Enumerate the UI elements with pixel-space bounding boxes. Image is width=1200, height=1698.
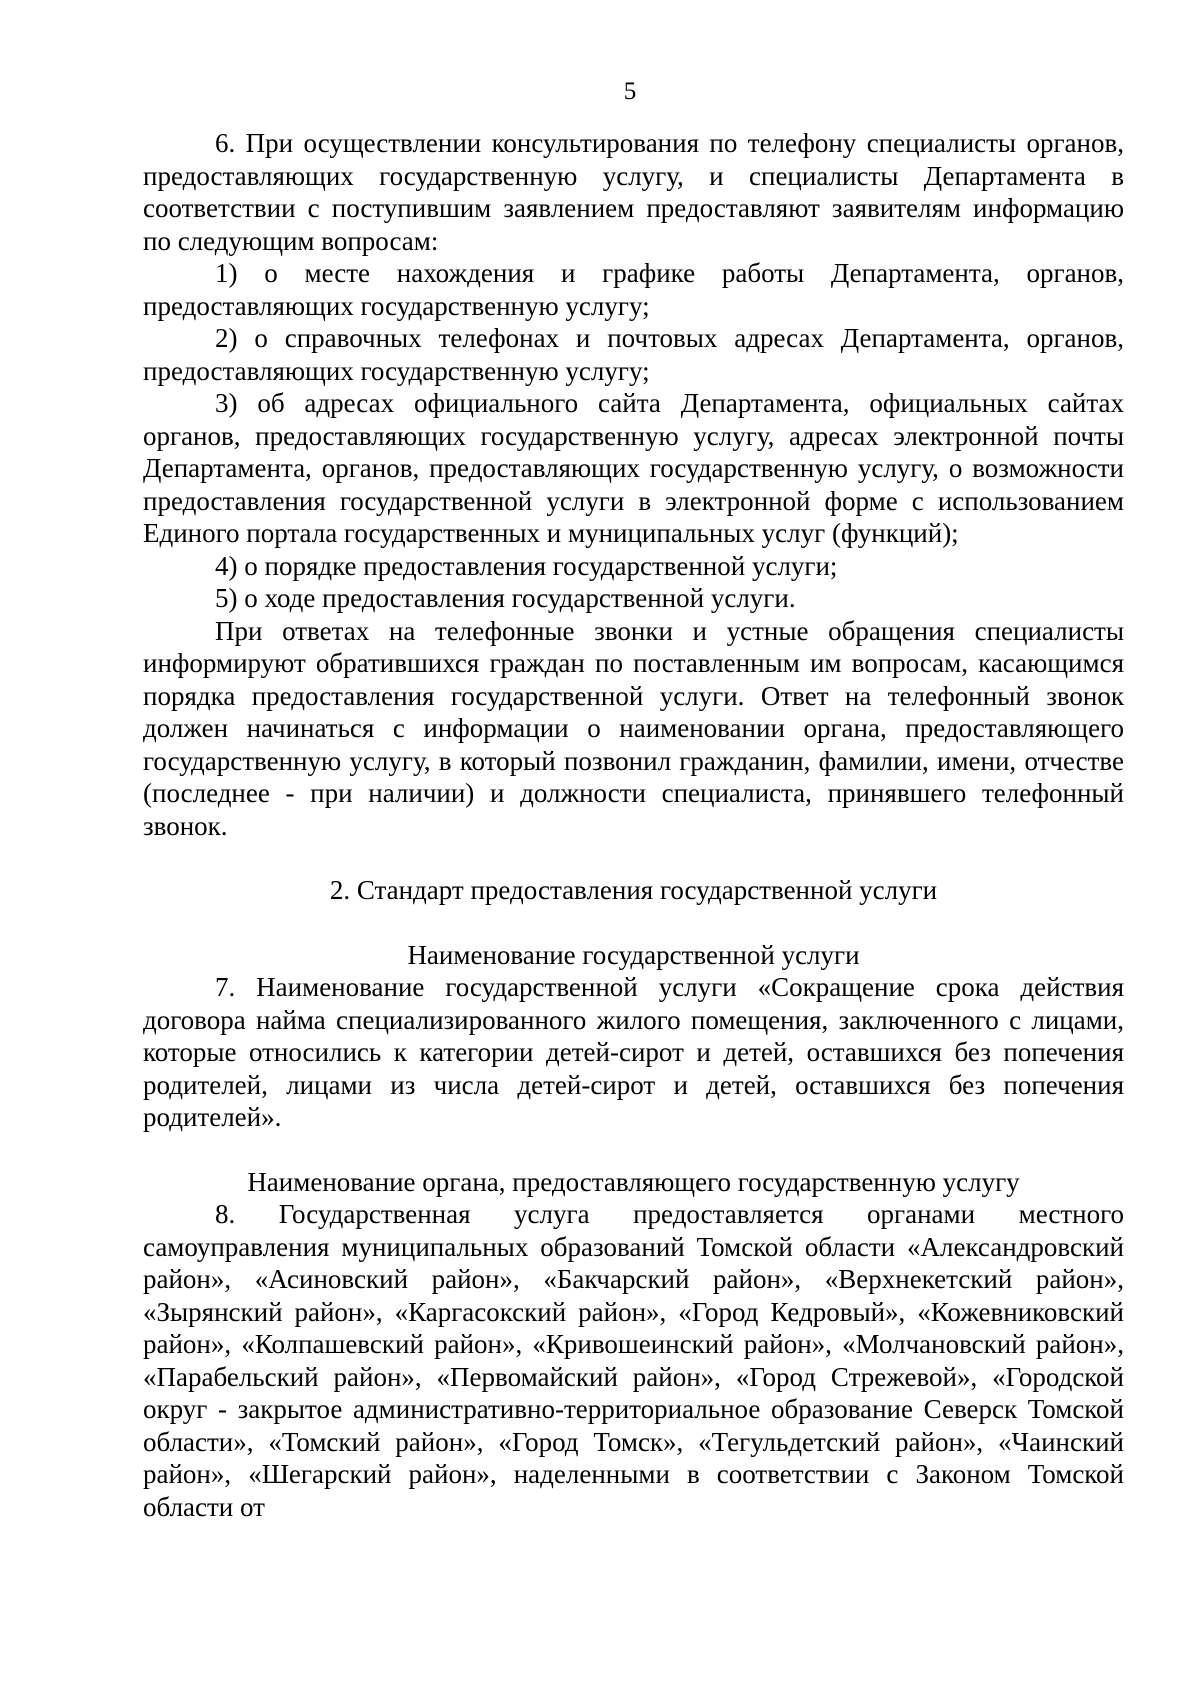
clause-8-paragraph: 8. Государственная услуга предоставляется органами местного самоуправления муниципальных образований Томской области «Александровский район», «Асиновский район», «Бакчарский район», «Верхнекетский район», «Зырянский район», «Каргасокский район», «Город Кедровый», «Кожевниковский район», «Колпашевский район», «Кривошеинский район», «Молчановский район», «Парабельский район», «Первомайский район», «Город Стрежевой», «Городской округ - закрытое административно-территориальное образование Северск Томской области», «Томский район», «Город Томск», «Тегульдетский район», «Чаинский район», «Шегарский район», наделенными в соответствии с Законом Томской области от <box>143 1199 1124 1522</box>
clause-6-item-3: 3) об адресах официального сайта Департамента, официальных сайтах органов, предоставляющих государственную услугу, адресах электронной почты Департамента, органов, предоставляющих государственную услугу, о возможности предоставления государственной услуги в электронной форме с использованием Единого портала государственных и муниципальных услуг (функций); <box>143 388 1124 548</box>
clause-6-item-2: 2) о справочных телефонах и почтовых адресах Департамента, органов, предоставляющих государственную услугу; <box>143 323 1124 386</box>
authority-heading: Наименование органа, предоставляющего государственную услугу <box>247 1166 1020 1197</box>
clause-6-item-5: 5) о ходе предоставления государственной услуги. <box>215 583 796 613</box>
clause-7-paragraph: 7. Наименование государственной услуги «Сокращение срока действия договора найма специализированного жилого помещения, заключенного с лицами, которые относились к категории детей-сирот и детей, оставшихся без попечения родителей, лицами из числа детей-сирот и детей, оставшихся без попечения родителей». <box>143 972 1124 1132</box>
page-number: 5 <box>623 78 637 105</box>
section-2-title: 2. Стандарт предоставления государственной услуги <box>329 875 938 905</box>
clause-6-answers-paragraph: При ответах на телефонные звонки и устные обращения специалисты информируют обратившихся граждан по поставленным им вопросам, касающимся порядка предоставления государственной услуги. Ответ на телефонный звонок должен начинаться с информации о наименовании органа, предоставляющего государственную услугу, в который позвонил гражданин, фамилии, имени, отчестве (последнее - при наличии) и должности специалиста, принявшего телефонный звонок. <box>143 615 1124 841</box>
clause-6-item-4: 4) о порядке предоставления государственной услуги; <box>215 550 838 581</box>
clause-6-intro: 6. При осуществлении консультирования по телефону специалисты органов, предоставляющих государственную услугу, и специалисты Департамента в соответствии с поступившим заявлением предоставляют заявителям информацию по следующим вопросам: <box>143 128 1124 256</box>
service-name-heading: Наименование государственной услуги <box>407 939 860 970</box>
clause-6-item-1: 1) о месте нахождения и графике работы Департамента, органов, предоставляющих государственную услугу; <box>143 258 1124 321</box>
document-body <box>143 127 1124 1523</box>
